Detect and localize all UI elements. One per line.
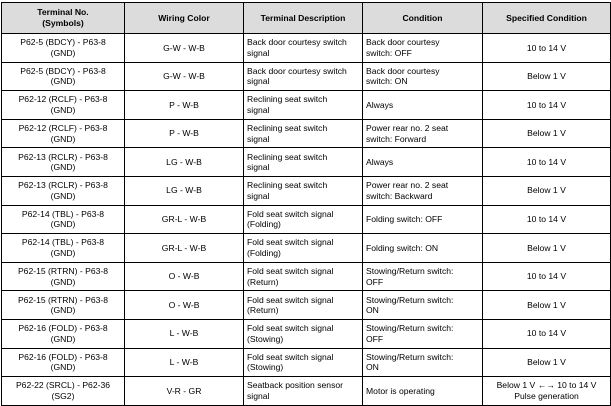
- cell-terminal-description-line: Reclining seat switch: [247, 94, 328, 105]
- cell-condition: [363, 234, 483, 263]
- cell-terminal-description-line: (Folding): [247, 247, 281, 258]
- cell-terminal-description-line: Reclining seat switch: [247, 180, 328, 191]
- cell-condition: [363, 176, 483, 205]
- cell-specified-condition-line: Below 1 V: [527, 242, 566, 253]
- cell-condition: [363, 91, 483, 120]
- cell-wiring-color: LG - W-B: [125, 176, 244, 205]
- cell-terminal-line: P62-13 (RCLR) - P63-8: [18, 180, 108, 191]
- cell-specified-condition: [483, 91, 611, 120]
- cell-condition-line: switch: OFF: [366, 47, 412, 58]
- cell-terminal-line: P62-13 (RCLR) - P63-8: [18, 151, 108, 162]
- cell-condition-line: Motor is operating: [366, 385, 435, 396]
- table-row: [2, 34, 611, 63]
- cell-specified-condition: [483, 348, 611, 377]
- cell-specified-condition: [483, 176, 611, 205]
- cell-specified-condition-line: Below 1 V: [527, 71, 566, 82]
- cell-terminal-line: (SG2): [51, 390, 75, 401]
- cell-condition-line: Folding switch: OFF: [366, 214, 443, 225]
- cell-terminal: [2, 262, 125, 291]
- cell-terminal: [2, 205, 125, 234]
- cell-terminal: [2, 148, 125, 177]
- cell-wiring-color: P - W-B: [125, 119, 244, 148]
- cell-terminal: [2, 377, 125, 406]
- cell-terminal-line: (GND): [50, 190, 76, 201]
- cell-condition-line: switch: Forward: [366, 133, 427, 144]
- cell-condition-line: ON: [366, 305, 379, 316]
- table-row: [2, 119, 611, 148]
- cell-terminal: [2, 348, 125, 377]
- header-wiring-color: Wiring Color: [125, 3, 244, 34]
- cell-condition-line: Back door courtesy: [366, 37, 440, 48]
- cell-condition-line: Power rear no. 2 seat: [366, 122, 449, 133]
- cell-condition-line: Always: [366, 156, 394, 167]
- cell-terminal-description: [244, 62, 363, 91]
- cell-terminal-line: (GND): [50, 104, 76, 115]
- cell-terminal-line: (GND): [50, 333, 76, 344]
- cell-wiring-color: L - W-B: [125, 319, 244, 348]
- cell-terminal-description: [244, 34, 363, 63]
- cell-wiring-color: LG - W-B: [125, 148, 244, 177]
- cell-terminal-line: P62-22 (SRCL) - P62-36: [15, 380, 111, 391]
- cell-condition-line: switch: ON: [366, 76, 408, 87]
- cell-condition-line: Stowing/Return switch:: [366, 265, 454, 276]
- cell-terminal-description-line: signal: [247, 162, 270, 173]
- cell-condition-line: OFF: [366, 333, 384, 344]
- cell-condition-line: Power rear no. 2 seat: [366, 180, 449, 191]
- cell-terminal-line: P62-5 (BDCY) - P63-8: [20, 65, 106, 76]
- cell-specified-condition-line: Below 1 V: [527, 299, 566, 310]
- cell-terminal-description-line: (Return): [247, 305, 279, 316]
- cell-specified-condition: [483, 234, 611, 263]
- cell-specified-condition: [483, 319, 611, 348]
- cell-condition: [363, 262, 483, 291]
- cell-terminal-description-line: Reclining seat switch: [247, 122, 328, 133]
- cell-terminal-description-line: Fold seat switch signal: [247, 351, 334, 362]
- table-row: [2, 62, 611, 91]
- cell-terminal-description-line: (Stowing): [247, 333, 284, 344]
- cell-terminal-line: P62-15 (RTRN) - P63-8: [17, 294, 109, 305]
- cell-specified-condition-line: 10 to 14 V: [526, 42, 567, 53]
- cell-wiring-color: O - W-B: [125, 291, 244, 320]
- cell-specified-condition-line: Below 1 V ←→ 10 to 14 V: [496, 380, 597, 391]
- cell-specified-condition-line: Below 1 V: [527, 357, 566, 368]
- cell-terminal-line: (GND): [50, 47, 76, 58]
- table-row: [2, 291, 611, 320]
- table-row: [2, 262, 611, 291]
- cell-wiring-color: G-W - W-B: [125, 34, 244, 63]
- cell-terminal-line: (GND): [50, 362, 76, 373]
- cell-terminal-description: [244, 319, 363, 348]
- cell-condition-line: Always: [366, 99, 394, 110]
- header-terminal-line2: (Symbols): [42, 18, 84, 28]
- cell-condition-line: switch: Backward: [366, 190, 433, 201]
- cell-terminal: [2, 234, 125, 263]
- table-row: [2, 91, 611, 120]
- cell-specified-condition-line: 10 to 14 V: [526, 214, 567, 225]
- cell-specified-condition-line: 10 to 14 V: [526, 328, 567, 339]
- cell-specified-condition: [483, 148, 611, 177]
- cell-terminal-line: (GND): [50, 162, 76, 173]
- cell-specified-condition-line: Below 1 V: [527, 185, 566, 196]
- cell-terminal-line: (GND): [50, 133, 76, 144]
- cell-specified-condition: [483, 262, 611, 291]
- cell-terminal-description-line: Seatback position sensor: [247, 380, 344, 391]
- cell-wiring-color: GR-L - W-B: [125, 205, 244, 234]
- cell-terminal-line: P62-12 (RCLF) - P63-8: [18, 94, 108, 105]
- cell-specified-condition: [483, 62, 611, 91]
- cell-terminal-description: [244, 176, 363, 205]
- cell-specified-condition: [483, 291, 611, 320]
- cell-terminal-line: P62-14 (TBL) - P63-8: [21, 237, 105, 248]
- cell-terminal-description-line: signal: [247, 190, 270, 201]
- cell-specified-condition-line: Pulse generation: [514, 390, 579, 401]
- header-terminal-description: Terminal Description: [244, 3, 363, 34]
- terminal-table-container: [1, 2, 611, 406]
- cell-terminal-line: P62-16 (FOLD) - P63-8: [18, 323, 108, 334]
- cell-terminal-description: [244, 377, 363, 406]
- cell-specified-condition: [483, 34, 611, 63]
- cell-terminal-description-line: Fold seat switch signal: [247, 294, 334, 305]
- cell-terminal-description-line: Fold seat switch signal: [247, 237, 334, 248]
- cell-terminal-description-line: Back door courtesy switch: [247, 37, 347, 48]
- cell-condition: [363, 34, 483, 63]
- cell-terminal-description-line: Fold seat switch signal: [247, 323, 334, 334]
- cell-specified-condition: [483, 377, 611, 406]
- cell-terminal-description-line: (Stowing): [247, 362, 284, 373]
- cell-condition-line: Stowing/Return switch:: [366, 323, 454, 334]
- cell-terminal: [2, 291, 125, 320]
- cell-terminal-description: [244, 262, 363, 291]
- cell-terminal-description: [244, 148, 363, 177]
- cell-wiring-color: GR-L - W-B: [125, 234, 244, 263]
- cell-terminal-description-line: Fold seat switch signal: [247, 265, 334, 276]
- cell-terminal-line: (GND): [50, 305, 76, 316]
- cell-terminal-description: [244, 91, 363, 120]
- cell-terminal: [2, 176, 125, 205]
- cell-specified-condition-line: 10 to 14 V: [526, 271, 567, 282]
- cell-condition-line: Stowing/Return switch:: [366, 351, 454, 362]
- cell-wiring-color: L - W-B: [125, 348, 244, 377]
- cell-wiring-color: O - W-B: [125, 262, 244, 291]
- cell-specified-condition-line: 10 to 14 V: [526, 99, 567, 110]
- table-row: [2, 176, 611, 205]
- cell-terminal-description: [244, 119, 363, 148]
- cell-specified-condition: [483, 119, 611, 148]
- cell-terminal-description-line: Reclining seat switch: [247, 151, 328, 162]
- cell-terminal-description-line: Fold seat switch signal: [247, 208, 334, 219]
- table-row: [2, 148, 611, 177]
- cell-wiring-color: V-R - GR: [125, 377, 244, 406]
- cell-specified-condition-line: 10 to 14 V: [526, 156, 567, 167]
- cell-terminal-description: [244, 205, 363, 234]
- cell-condition: [363, 205, 483, 234]
- cell-condition: [363, 62, 483, 91]
- cell-terminal-description-line: signal: [247, 47, 270, 58]
- cell-terminal: [2, 119, 125, 148]
- cell-specified-condition: [483, 205, 611, 234]
- cell-terminal-description-line: signal: [247, 76, 270, 87]
- cell-condition: [363, 348, 483, 377]
- cell-terminal-line: (GND): [50, 247, 76, 258]
- cell-specified-condition-line: Below 1 V: [527, 128, 566, 139]
- cell-terminal-description-line: (Folding): [247, 219, 281, 230]
- cell-condition: [363, 319, 483, 348]
- cell-wiring-color: G-W - W-B: [125, 62, 244, 91]
- table-row: [2, 377, 611, 406]
- cell-condition-line: ON: [366, 362, 379, 373]
- table-body: [2, 34, 611, 406]
- table-row: [2, 319, 611, 348]
- cell-condition-line: OFF: [366, 276, 384, 287]
- cell-terminal: [2, 34, 125, 63]
- header-terminal: [2, 3, 125, 34]
- cell-terminal-description: [244, 348, 363, 377]
- cell-terminal-description-line: signal: [247, 390, 270, 401]
- table-row: [2, 205, 611, 234]
- cell-terminal-line: P62-15 (RTRN) - P63-8: [17, 265, 109, 276]
- cell-terminal-line: P62-16 (FOLD) - P63-8: [18, 351, 108, 362]
- terminal-table: [1, 2, 611, 406]
- cell-condition: [363, 291, 483, 320]
- header-row: [2, 3, 611, 34]
- cell-terminal-description: [244, 291, 363, 320]
- header-specified-condition: Specified Condition: [483, 3, 611, 34]
- cell-terminal-description-line: signal: [247, 133, 270, 144]
- cell-wiring-color: P - W-B: [125, 91, 244, 120]
- table-row: [2, 234, 611, 263]
- cell-terminal-description-line: (Return): [247, 276, 279, 287]
- table-row: [2, 348, 611, 377]
- header-condition: Condition: [363, 3, 483, 34]
- cell-terminal: [2, 62, 125, 91]
- cell-terminal-line: (GND): [50, 219, 76, 230]
- cell-terminal-description-line: signal: [247, 104, 270, 115]
- cell-condition: [363, 377, 483, 406]
- cell-terminal-line: P62-5 (BDCY) - P63-8: [20, 37, 106, 48]
- cell-terminal-line: P62-14 (TBL) - P63-8: [21, 208, 105, 219]
- cell-condition-line: Folding switch: ON: [366, 242, 439, 253]
- cell-condition-line: Stowing/Return switch:: [366, 294, 454, 305]
- cell-terminal: [2, 319, 125, 348]
- cell-condition: [363, 148, 483, 177]
- cell-terminal-description: [244, 234, 363, 263]
- cell-terminal: [2, 91, 125, 120]
- table-header: [2, 3, 611, 34]
- cell-terminal-line: (GND): [50, 76, 76, 87]
- cell-condition: [363, 119, 483, 148]
- cell-terminal-description-line: Back door courtesy switch: [247, 65, 347, 76]
- cell-terminal-line: P62-12 (RCLF) - P63-8: [18, 122, 108, 133]
- cell-condition-line: Back door courtesy: [366, 65, 440, 76]
- cell-terminal-line: (GND): [50, 276, 76, 287]
- header-terminal-line1: Terminal No.: [37, 7, 89, 18]
